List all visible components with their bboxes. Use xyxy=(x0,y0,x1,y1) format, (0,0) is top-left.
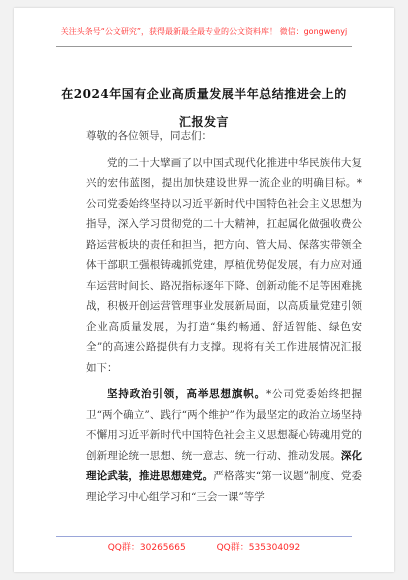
document-body xyxy=(86,126,362,507)
footer xyxy=(14,540,394,553)
document-page xyxy=(14,8,394,572)
header-banner: 关注头条号“公文研究”，获得最新最全最专业的公文资料库！ 微信：gongwenyj xyxy=(60,27,348,36)
section-1-heading: 坚持政治引领，高举思想旗帜。 xyxy=(107,388,266,400)
paragraph-1-text: 党的二十大擘画了以中国式现代化推进中华民族伟大复兴的宏伟蓝图，提出加快建设世界一流企业的明确目标。 xyxy=(86,156,362,189)
section-1 xyxy=(86,384,362,507)
footer-qq-2: QQ群：535304092 xyxy=(216,543,301,553)
document-title: 在2024年国有企业高质量发展半年总结推进会上的汇报发言 xyxy=(61,87,347,129)
footer-qq-1: QQ群：30265665 xyxy=(107,543,186,553)
subsection-heading: 深化理论武装，推进思想建党。 xyxy=(86,449,363,482)
section-1-text: *公司党委始终把握卫“两个确立”、践行“两个维护”作为最坚定的政治立场坚持不懈用习近平新时代中国特色社会主义思想凝心铸魂用党的创新理论统一思想、统一意志、统一行动、推动发展。 xyxy=(86,388,363,462)
paragraph-1 xyxy=(86,153,362,379)
header-divider xyxy=(56,46,352,47)
greeting: 尊敬的各位领导，同志们： xyxy=(86,130,212,142)
subsection-text: 严格落实“第一议题”制度、党委理论学习中心组学习和“三会一课”等学 xyxy=(86,470,362,503)
paragraph-2-text: *公司党委始终坚持以习近平新时代中国特色社会主义思想为指导，深入学习贯彻党的二十大精神，扛起属化做强收费公路运营板块的责任和担当，把方向、管大局、保落实带领全体干部职工强根铸魂抓党建，厚植优势促发展，有力应对通车运营时间长、路况指标逐年下降、创新动能不足等困难挑战，积极开创运营管理事业发展新局面，以高质量党建引领企业高质量发展，为打造“集约畅通、舒适智能、绿色安全”的高速公路提供有力支撑。现将有关工作进展情况汇报如下： xyxy=(86,177,362,374)
footer-divider xyxy=(56,536,352,537)
